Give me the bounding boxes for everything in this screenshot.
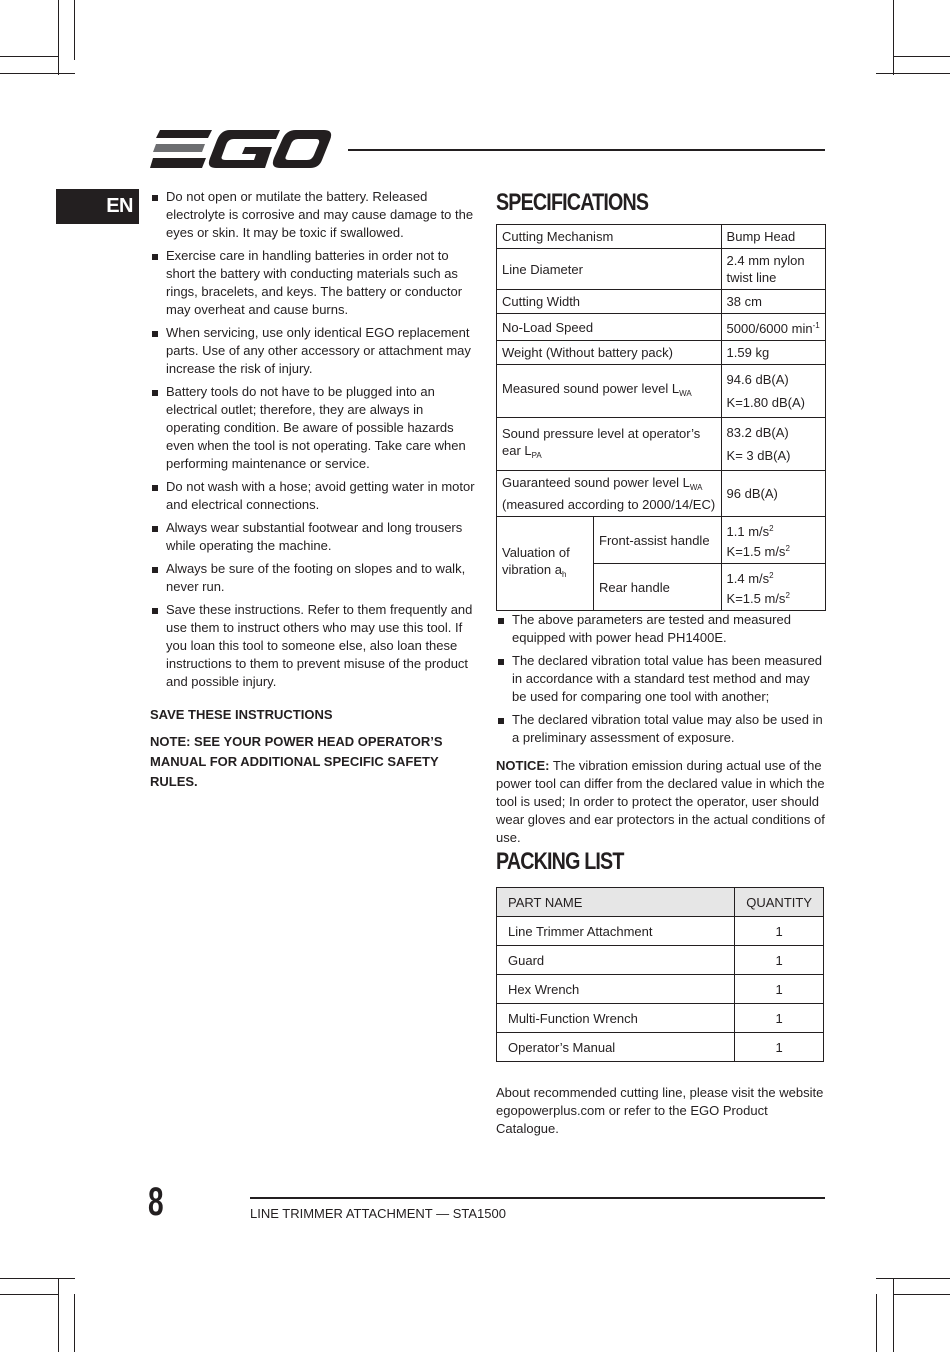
list-item: When servicing, use only identical EGO replacement parts. Use of any other accessory or attachment may increase the risk of injury. (150, 324, 480, 378)
notice-text: The vibration emission during actual use of the power tool can differ from the declared value in which the tool is used; In order to protect the operator, user should wear gloves and ear protectors in the actual conditions of use. (496, 758, 825, 845)
list-item: The above parameters are tested and measured equipped with power head PH1400E. (496, 611, 826, 647)
spec-label: No-Load Speed (497, 314, 722, 341)
spec-sublabel: Rear handle (594, 564, 722, 611)
spec-value: 1.59 kg (721, 341, 825, 365)
crop-mark (893, 0, 894, 75)
footer-title: LINE TRIMMER ATTACHMENT — STA1500 (250, 1206, 506, 1221)
crop-mark (876, 1278, 950, 1279)
spec-value: 5000/6000 $\min^{-1}$ (721, 314, 825, 341)
table-row (497, 1004, 824, 1033)
list-item: Do not open or mutilate the battery. Released electrolyte is corrosive and may cause damage to the eyes or skin. It may be toxic if swallowed. (150, 188, 480, 242)
table-row (497, 249, 826, 290)
list-item: Always wear substantial footwear and long trousers while operating the machine. (150, 519, 480, 555)
crop-mark (74, 1294, 75, 1352)
packing-list-table (496, 887, 824, 1062)
spec-value: 2.4 mm nylon twist line (721, 249, 825, 290)
column-header: QUANTITY (735, 888, 824, 917)
table-row (497, 341, 826, 365)
footer-rule (250, 1197, 825, 1199)
spec-value: 94.6 dB(A) K=1.80 dB(A) (721, 365, 825, 418)
list-item: Do not wash with a hose; avoid getting water in motor and electrical connections. (150, 478, 480, 514)
list-item: The declared vibration total value may also be used in a preliminary assessment of exposure. (496, 711, 826, 747)
part-name: Multi-Function Wrench (497, 1004, 735, 1033)
part-quantity: 1 (735, 975, 824, 1004)
specifications-title: SPECIFICATIONS (496, 189, 649, 216)
table-row (497, 225, 826, 249)
spec-value: 38 cm (721, 290, 825, 314)
safety-rules-column (150, 188, 480, 792)
save-instructions-heading: SAVE THESE INSTRUCTIONS (150, 707, 333, 722)
table-row (497, 517, 826, 564)
spec-value: 1.1 $m/s^2$ K=1.5 $m/s^2$ (721, 517, 825, 564)
spec-value: Bump Head (721, 225, 825, 249)
safety-bullet-list (150, 188, 480, 691)
spec-sublabel: Front-assist handle (594, 517, 722, 564)
crop-mark (893, 56, 950, 57)
part-name: Operator’s Manual (497, 1033, 735, 1062)
table-row (497, 917, 824, 946)
table-row (497, 1033, 824, 1062)
spec-value: 83.2 dB(A) K= 3 dB(A) (721, 418, 825, 471)
table-header-row (497, 888, 824, 917)
part-name: Hex Wrench (497, 975, 735, 1004)
spec-label: Sound pressure level at operator’s ear $L_{PA}$ (497, 418, 722, 471)
part-name: Line Trimmer Attachment (497, 917, 735, 946)
list-item: Always be sure of the footing on slopes and to walk, never run. (150, 560, 480, 596)
page-number: 8 (148, 1180, 164, 1224)
language-tab: EN (56, 189, 139, 224)
spec-label: Cutting Width (497, 290, 722, 314)
crop-mark (58, 1278, 59, 1352)
spec-value: 96 dB(A) (721, 471, 825, 517)
specifications-column (496, 188, 826, 1138)
packing-list-title: PACKING LIST (496, 848, 624, 875)
part-name: Guard (497, 946, 735, 975)
spec-label: Guaranteed sound power level $L_{WA}$ (measured according to 2000/14/EC) (497, 471, 722, 517)
crop-mark (0, 73, 75, 74)
part-quantity: 1 (735, 1033, 824, 1062)
table-row (497, 946, 824, 975)
part-quantity: 1 (735, 917, 824, 946)
spec-label: Valuation of vibration $a_h$ (497, 517, 594, 611)
crop-mark (0, 56, 58, 57)
crop-mark (876, 1294, 877, 1352)
notice-label: NOTICE: (496, 758, 550, 773)
header-rule (348, 149, 825, 151)
crop-mark (0, 1278, 75, 1279)
spec-notes-list (496, 611, 826, 747)
crop-mark (893, 1294, 950, 1295)
crop-mark (876, 73, 950, 74)
crop-mark (893, 1278, 894, 1352)
table-row (497, 314, 826, 341)
power-head-note: NOTE: SEE YOUR POWER HEAD OPERATOR’S MANUAL FOR ADDITIONAL SPECIFIC SAFETY RULES. (150, 734, 443, 789)
list-item: Battery tools do not have to be plugged into an electrical outlet; therefore, they are always in operating condition. Be aware of possible hazards even when the tool is not operating. Take care when performing maintenance or service. (150, 383, 480, 473)
column-header: PART NAME (497, 888, 735, 917)
list-item: The declared vibration total value has been measured in accordance with a standard test method and may be used for comparing one tool with another; (496, 652, 826, 706)
list-item: Save these instructions. Refer to them frequently and use them to instruct others who may use this tool. If you loan this tool to someone else, also loan these instructions to them to prevent misuse of the product and possible injury. (150, 601, 480, 691)
part-quantity: 1 (735, 1004, 824, 1033)
crop-mark (74, 0, 75, 60)
crop-mark (58, 0, 59, 75)
specifications-table (496, 224, 826, 611)
list-item: Exercise care in handling batteries in order not to short the battery with conducting materials such as rings, bracelets, and keys. The battery or conductor may overheat and cause burns. (150, 247, 480, 319)
crop-mark (0, 1294, 58, 1295)
spec-label: Measured sound power level $L_{WA}$ (497, 365, 722, 418)
cutting-line-info: About recommended cutting line, please visit the website egopowerplus.com or refer to the EGO Product Catalogue. (496, 1085, 824, 1136)
table-row (497, 290, 826, 314)
ego-logo (150, 128, 332, 170)
spec-value: 1.4 $m/s^2$ K=1.5 $m/s^2$ (721, 564, 825, 611)
spec-label: Line Diameter (497, 249, 722, 290)
notice-paragraph (496, 757, 826, 847)
spec-label: Cutting Mechanism (497, 225, 722, 249)
part-quantity: 1 (735, 946, 824, 975)
table-row (497, 418, 826, 471)
table-row (497, 975, 824, 1004)
table-row (497, 471, 826, 517)
spec-label: Weight (Without battery pack) (497, 341, 722, 365)
table-row (497, 365, 826, 418)
